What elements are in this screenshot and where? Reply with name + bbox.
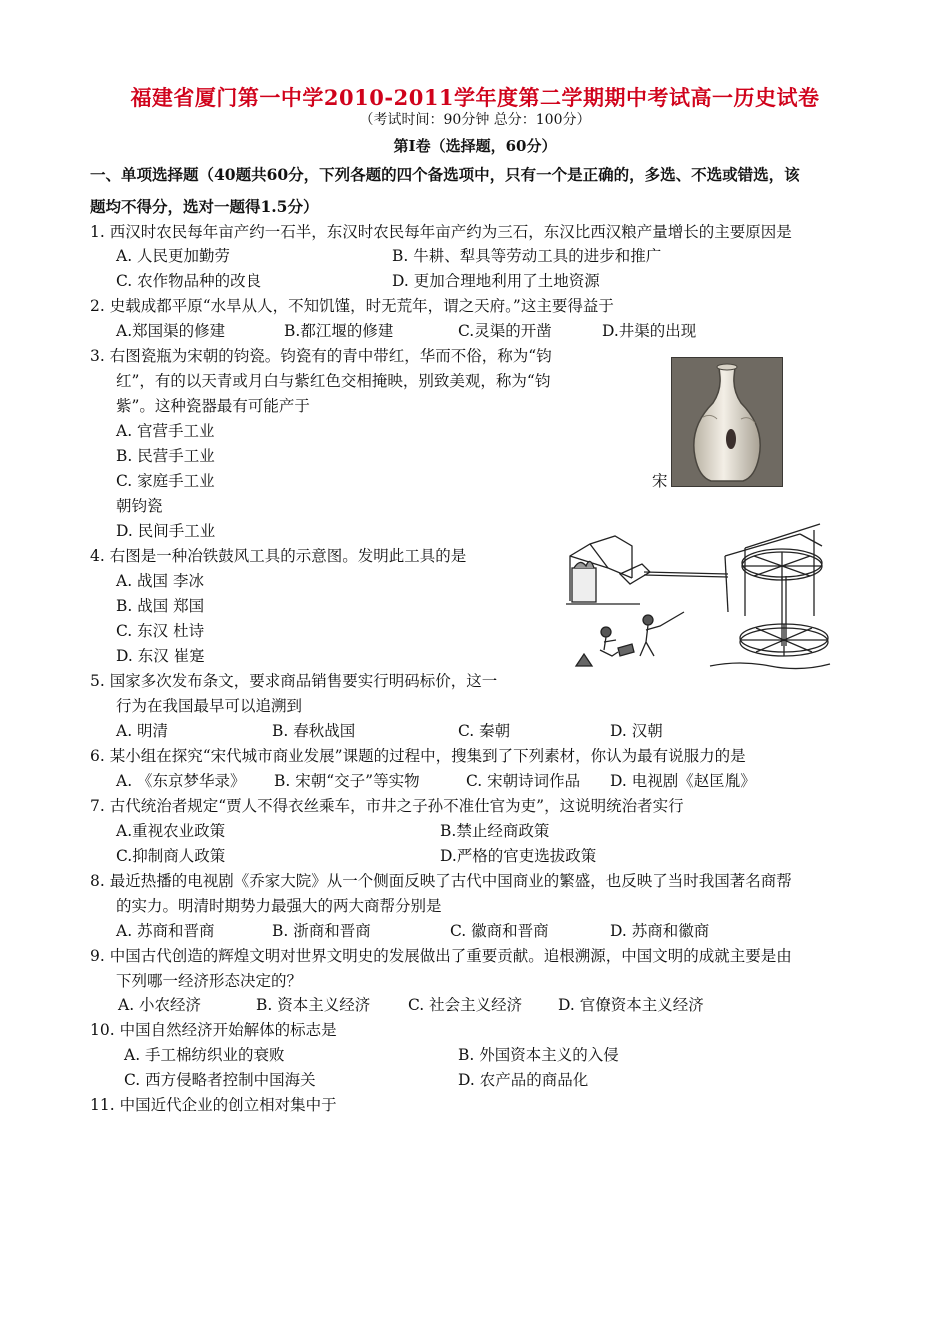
part-title: 第Ⅰ卷（选择题，60分）: [393, 137, 557, 155]
q5-option-a: A. 明清: [116, 722, 169, 740]
q8-option-a: A. 苏商和晋商: [116, 922, 215, 940]
q10-option-d: D. 农产品的商品化: [458, 1071, 589, 1089]
q9-stem-line2: 下列哪一经济形态决定的？: [116, 972, 303, 990]
q3-figure-caption-1: 宋: [652, 472, 668, 490]
q3-stem-line2: 红”，有的以天青或月白与紫红色交相掩映，别致美观，称为“钧: [116, 372, 551, 390]
porcelain-vase-image: [671, 357, 783, 487]
q10-option-a: A. 手工棉纺织业的衰败: [124, 1046, 285, 1064]
q5-stem-line1: 5. 国家多次发布条文，要求商品销售要实行明码标价，这一: [90, 672, 498, 690]
q1-stem: 1. 西汉时农民每年亩产约一石半，东汉时农民每年亩产约为三石，东汉比西汉粮产量增长的主要原因是: [90, 223, 792, 241]
section-heading-line2: 题均不得分，选对一题得1.5分）: [90, 197, 319, 216]
q7-stem: 7. 古代统治者规定“贾人不得衣丝乘车，市井之子孙不准仕官为吏”，这说明统治者实行: [90, 797, 684, 815]
q3-option-b: B. 民营手工业: [116, 447, 215, 465]
q1-option-b: B. 牛耕、犁具等劳动工具的进步和推广: [392, 247, 662, 265]
q9-option-b: B. 资本主义经济: [256, 996, 371, 1014]
q4-option-d: D. 东汉 崔寔: [116, 647, 205, 665]
q3-stem-line3: 紫”。这种瓷器最有可能产于: [116, 397, 310, 415]
exam-info: （考试时间：90分钟 总分：100分）: [359, 112, 591, 128]
q7-option-c: C.抑制商人政策: [116, 847, 226, 865]
q9-option-d: D. 官僚资本主义经济: [558, 996, 704, 1014]
q6-option-d: D. 电视剧《赵匡胤》: [610, 772, 756, 790]
q9-option-c: C. 社会主义经济: [408, 996, 523, 1014]
q8-option-b: B. 浙商和晋商: [272, 922, 371, 940]
q6-option-a: A. 《东京梦华录》: [116, 772, 246, 790]
q2-option-d: D.井渠的出现: [602, 322, 697, 340]
q8-stem-line2: 的实力。明清时期势力最强大的两大商帮分别是: [116, 897, 442, 915]
q6-option-c: C. 宋朝诗词作品: [466, 772, 581, 790]
q10-option-b: B. 外国资本主义的入侵: [458, 1046, 619, 1064]
iron-smelting-bellows-illustration: [560, 516, 840, 676]
q3-option-d: D. 民间手工业: [116, 522, 216, 540]
q5-option-d: D. 汉朝: [610, 722, 663, 740]
q10-stem: 10. 中国自然经济开始解体的标志是: [90, 1021, 337, 1039]
section-heading-line1: 一、单项选择题（40题共60分，下列各题的四个备选项中，只有一个是正确的，多选、不选或错选，该: [90, 165, 800, 184]
q4-option-c: C. 东汉 杜诗: [116, 622, 205, 640]
q2-option-b: B.都江堰的修建: [284, 322, 394, 340]
q3-figure-caption-2: 朝钧瓷: [116, 497, 163, 515]
q5-option-b: B. 春秋战国: [272, 722, 356, 740]
q1-option-d: D. 更加合理地利用了土地资源: [392, 272, 600, 290]
q4-stem: 4. 右图是一种冶铁鼓风工具的示意图。发明此工具的是: [90, 547, 467, 565]
q7-option-b: B.禁止经商政策: [440, 822, 550, 840]
q4-option-b: B. 战国 郑国: [116, 597, 205, 615]
q7-option-d: D.严格的官吏选拔政策: [440, 847, 597, 865]
q6-stem: 6. 某小组在探究“宋代城市商业发展”课题的过程中，搜集到了下列素材，你认为最有说服力的是: [90, 747, 746, 765]
q2-option-a: A.郑国渠的修建: [116, 322, 226, 340]
q5-stem-line2: 行为在我国最早可以追溯到: [116, 697, 303, 715]
q3-option-a: A. 官营手工业: [116, 422, 215, 440]
q9-option-a: A. 小农经济: [118, 996, 202, 1014]
q7-option-a: A.重视农业政策: [116, 822, 226, 840]
q5-option-c: C. 秦朝: [458, 722, 511, 740]
q3-option-c: C. 家庭手工业: [116, 472, 215, 490]
q10-option-c: C. 西方侵略者控制中国海关: [124, 1071, 316, 1089]
q4-option-a: A. 战国 李冰: [116, 572, 204, 590]
q8-stem-line1: 8. 最近热播的电视剧《乔家大院》从一个侧面反映了古代中国商业的繁盛，也反映了当时我国著名商帮: [90, 872, 792, 890]
q2-option-c: C.灵渠的开凿: [458, 322, 552, 340]
q1-option-c: C. 农作物品种的改良: [116, 272, 262, 290]
q6-option-b: B. 宋朝“交子”等实物: [274, 772, 420, 790]
q8-option-d: D. 苏商和徽商: [610, 922, 710, 940]
page-title: 福建省厦门第一中学2010-2011学年度第二学期期中考试高一历史试卷: [130, 85, 820, 110]
q8-option-c: C. 徽商和晋商: [450, 922, 549, 940]
q2-stem: 2. 史载成都平原“水旱从人，不知饥馑，时无荒年，谓之天府。”这主要得益于: [90, 297, 614, 315]
q9-stem-line1: 9. 中国古代创造的辉煌文明对世界文明史的发展做出了重要贡献。追根溯源，中国文明的成就主要是由: [90, 947, 792, 965]
q3-stem-line1: 3. 右图瓷瓶为宋朝的钧瓷。钧瓷有的青中带红，华而不俗，称为“钧: [90, 347, 552, 365]
q1-option-a: A. 人民更加勤劳: [116, 247, 231, 265]
q11-stem: 11. 中国近代企业的创立相对集中于: [90, 1096, 337, 1114]
